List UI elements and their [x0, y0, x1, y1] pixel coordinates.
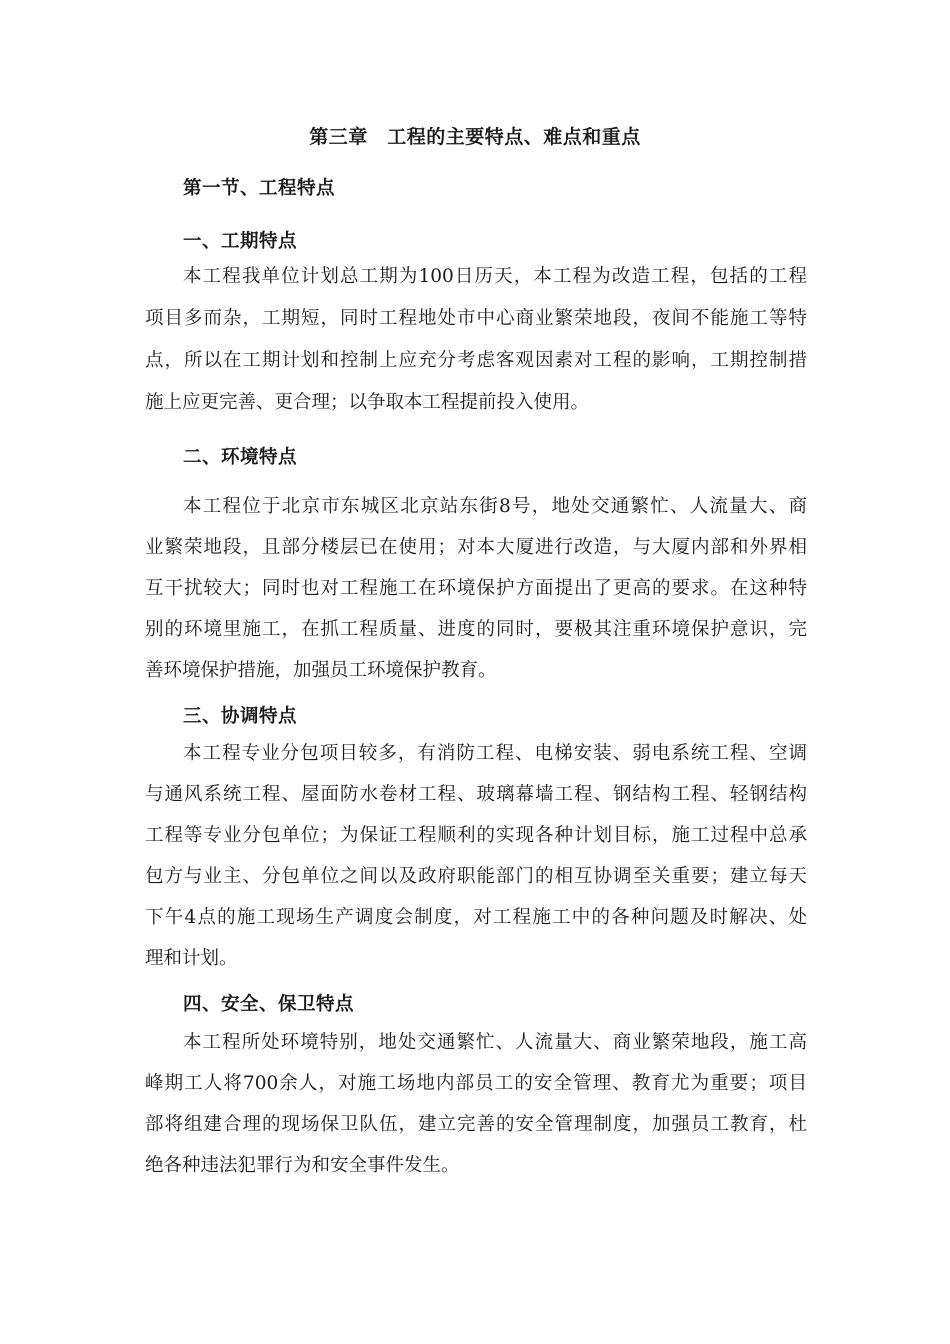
subsection-heading-environment: 二、环境特点 — [183, 447, 298, 468]
paragraph-line: 互干扰较大；同时也对工程施工在环境保护方面提出了更高的要求。在这种特 — [145, 578, 807, 599]
paragraph-line: 本工程专业分包项目较多，有消防工程、电梯安装、弱电系统工程、空调 — [183, 743, 807, 764]
paragraph-line: 峰期工人将700余人，对施工场地内部员工的安全管理、教育尤为重要；项目 — [145, 1073, 807, 1094]
paragraph-line: 工程等专业分包单位；为保证工程顺利的实现各种计划目标，施工过程中总承 — [145, 825, 807, 846]
subsection-heading-safety-security: 四、安全、保卫特点 — [183, 994, 355, 1015]
paragraph-line: 项目多而杂，工期短，同时工程地处市中心商业繁荣地段，夜间不能施工等特 — [145, 308, 807, 329]
paragraph-line: 善环境保护措施，加强员工环境保护教育。 — [145, 660, 497, 681]
paragraph-line: 与通风系统工程、屋面防水卷材工程、玻璃幕墙工程、钢结构工程、轻钢结构 — [145, 784, 807, 805]
paragraph-line: 包方与业主、分包单位之间以及政府职能部门的相互协调至关重要；建立每天 — [145, 866, 807, 887]
subsection-heading-coordination: 三、协调特点 — [183, 706, 298, 727]
paragraph-line: 理和计划。 — [145, 948, 238, 969]
paragraph-line: 别的环境里施工，在抓工程质量、进度的同时，要极其注重环境保护意识，完 — [145, 619, 807, 640]
paragraph-line: 施上应更完善、更合理；以争取本工程提前投入使用。 — [145, 392, 590, 413]
chapter-title: 第三章 工程的主要特点、难点和重点 — [309, 126, 641, 148]
paragraph-line: 下午4点的施工现场生产调度会制度，对工程施工中的各种问题及时解决、处 — [145, 907, 807, 928]
paragraph-line: 本工程所处环境特别，地处交通繁忙、人流量大、商业繁荣地段，施工高 — [183, 1032, 807, 1053]
paragraph-line: 点，所以在工期计划和控制上应充分考虑客观因素对工程的影响，工期控制措 — [145, 350, 807, 371]
section-title: 第一节、工程特点 — [183, 178, 336, 199]
paragraph-line: 本工程我单位计划总工期为100日历天，本工程为改造工程，包括的工程 — [183, 266, 807, 287]
paragraph-line: 绝各种违法犯罪行为和安全事件发生。 — [145, 1155, 460, 1176]
subsection-heading-schedule: 一、工期特点 — [183, 231, 298, 252]
paragraph-line: 本工程位于北京市东城区北京站东街8号，地处交通繁忙、人流量大、商 — [183, 496, 807, 517]
paragraph-line: 业繁荣地段，且部分楼层已在使用；对本大厦进行改造，与大厦内部和外界相 — [145, 537, 807, 558]
paragraph-line: 部将组建合理的现场保卫队伍，建立完善的安全管理制度，加强员工教育，杜 — [145, 1114, 807, 1135]
